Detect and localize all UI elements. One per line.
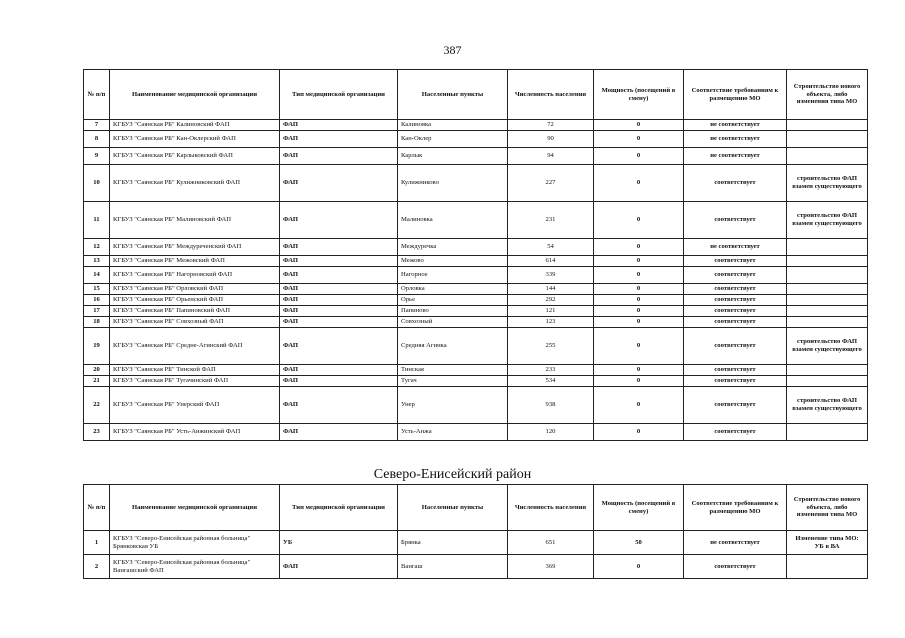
organization-type: ФАП — [280, 165, 398, 202]
construction-note — [787, 555, 868, 579]
capacity: 50 — [594, 531, 684, 555]
organization-name: КГБУЗ "Саянская РБ" Нагорновский ФАП — [110, 267, 280, 284]
row-number: 23 — [84, 424, 110, 441]
settlement: Усть-Анжа — [398, 424, 508, 441]
requirements-status: соответствует — [684, 267, 787, 284]
organization-type: ФАП — [280, 317, 398, 328]
table-row — [84, 239, 868, 256]
population: 94 — [508, 148, 594, 165]
construction-note — [787, 148, 868, 165]
organization-name: КГБУЗ "Северо-Енисейская районная больница" Брянковская УБ — [110, 531, 280, 555]
header-type: Тип медицинской организации — [280, 70, 398, 120]
construction-note — [787, 295, 868, 306]
row-number: 12 — [84, 239, 110, 256]
requirements-status: соответствует — [684, 295, 787, 306]
table-row — [84, 284, 868, 295]
requirements-status: не соответствует — [684, 131, 787, 148]
requirements-status: не соответствует — [684, 239, 787, 256]
table-row — [84, 131, 868, 148]
settlement: Калиновка — [398, 120, 508, 131]
settlement: Совхозный — [398, 317, 508, 328]
row-number: 1 — [84, 531, 110, 555]
capacity: 0 — [594, 387, 684, 424]
organization-type: ФАП — [280, 306, 398, 317]
row-number: 7 — [84, 120, 110, 131]
population: 938 — [508, 387, 594, 424]
population: 123 — [508, 317, 594, 328]
organization-name: КГБУЗ "Саянская РБ" Средне-Агинский ФАП — [110, 328, 280, 365]
settlement: Малиновка — [398, 202, 508, 239]
capacity: 0 — [594, 328, 684, 365]
row-number: 2 — [84, 555, 110, 579]
row-number: 20 — [84, 365, 110, 376]
header-requirements: Соответствие требованиям к размещению МО — [684, 485, 787, 531]
population: 121 — [508, 306, 594, 317]
construction-note — [787, 424, 868, 441]
population: 292 — [508, 295, 594, 306]
header-number: № п/п — [84, 485, 110, 531]
table-row — [84, 267, 868, 284]
organization-name: КГБУЗ "Саянская РБ" Малиновский ФАП — [110, 202, 280, 239]
requirements-status: соответствует — [684, 328, 787, 365]
table-row — [84, 202, 868, 239]
construction-note — [787, 317, 868, 328]
settlement: Междуречка — [398, 239, 508, 256]
table-header-row — [84, 485, 868, 531]
capacity: 0 — [594, 131, 684, 148]
capacity: 0 — [594, 165, 684, 202]
table-row — [84, 165, 868, 202]
row-number: 17 — [84, 306, 110, 317]
header-settlements: Населенные пункты — [398, 485, 508, 531]
organization-name: КГБУЗ "Саянская РБ" Тинской ФАП — [110, 365, 280, 376]
organization-type: ФАП — [280, 131, 398, 148]
section-title: Северо-Енисейский район — [373, 467, 532, 482]
organization-type: ФАП — [280, 365, 398, 376]
construction-note: строительство ФАП взамен существующего — [787, 328, 868, 365]
organization-name: КГБУЗ "Саянская РБ" Совхозный ФАП — [110, 317, 280, 328]
table-body — [84, 120, 868, 441]
settlement: Вангаш — [398, 555, 508, 579]
organization-type: ФАП — [280, 387, 398, 424]
construction-note — [787, 306, 868, 317]
capacity: 0 — [594, 239, 684, 256]
header-settlements: Населенные пункты — [398, 70, 508, 120]
requirements-status: соответствует — [684, 256, 787, 267]
construction-note — [787, 365, 868, 376]
facilities-table-sayansky — [83, 69, 868, 441]
population: 231 — [508, 202, 594, 239]
construction-note: Изменение типа МО: УБ в ВА — [787, 531, 868, 555]
header-capacity: Мощность (посещений в смену) — [594, 70, 684, 120]
capacity: 0 — [594, 555, 684, 579]
requirements-status: соответствует — [684, 306, 787, 317]
population: 651 — [508, 531, 594, 555]
requirements-status: соответствует — [684, 317, 787, 328]
row-number: 22 — [84, 387, 110, 424]
table-row — [84, 365, 868, 376]
requirements-status: соответствует — [684, 165, 787, 202]
organization-name: КГБУЗ "Саянская РБ" Кан-Оклерский ФАП — [110, 131, 280, 148]
capacity: 0 — [594, 120, 684, 131]
row-number: 18 — [84, 317, 110, 328]
table-row — [84, 424, 868, 441]
header-construction: Строительство нового объекта, либо изменения типа МО — [787, 70, 868, 120]
population: 72 — [508, 120, 594, 131]
population: 534 — [508, 376, 594, 387]
table-row — [84, 120, 868, 131]
header-number: № п/п — [84, 70, 110, 120]
row-number: 14 — [84, 267, 110, 284]
settlement: Тинская — [398, 365, 508, 376]
organization-name: КГБУЗ "Северо-Енисейская районная больница" Вангашский ФАП — [110, 555, 280, 579]
row-number: 9 — [84, 148, 110, 165]
organization-type: УБ — [280, 531, 398, 555]
row-number: 19 — [84, 328, 110, 365]
requirements-status: соответствует — [684, 284, 787, 295]
header-requirements: Соответствие требованиям к размещению МО — [684, 70, 787, 120]
organization-name: КГБУЗ "Саянская РБ" Калиновский ФАП — [110, 120, 280, 131]
table-row — [84, 148, 868, 165]
construction-note: строительство ФАП взамен существующего — [787, 165, 868, 202]
organization-type: ФАП — [280, 284, 398, 295]
settlement: Нагорное — [398, 267, 508, 284]
capacity: 0 — [594, 284, 684, 295]
row-number: 21 — [84, 376, 110, 387]
header-construction: Строительство нового объекта, либо изменения типа МО — [787, 485, 868, 531]
population: 90 — [508, 131, 594, 148]
row-number: 15 — [84, 284, 110, 295]
capacity: 0 — [594, 267, 684, 284]
population: 233 — [508, 365, 594, 376]
organization-name: КГБУЗ "Саянская РБ" Кулижниковский ФАП — [110, 165, 280, 202]
settlement: Межово — [398, 256, 508, 267]
table-row — [84, 328, 868, 365]
construction-note — [787, 120, 868, 131]
row-number: 11 — [84, 202, 110, 239]
requirements-status: соответствует — [684, 202, 787, 239]
requirements-status: соответствует — [684, 365, 787, 376]
organization-type: ФАП — [280, 295, 398, 306]
requirements-status: не соответствует — [684, 148, 787, 165]
requirements-status: соответствует — [684, 387, 787, 424]
population: 120 — [508, 424, 594, 441]
organization-type: ФАП — [280, 555, 398, 579]
header-capacity: Мощность (посещений в смену) — [594, 485, 684, 531]
organization-type: ФАП — [280, 376, 398, 387]
settlement: Орловка — [398, 284, 508, 295]
organization-name: КГБУЗ "Саянская РБ" Папиновский ФАП — [110, 306, 280, 317]
table-header-row — [84, 70, 868, 120]
organization-type: ФАП — [280, 202, 398, 239]
population: 339 — [508, 267, 594, 284]
construction-note — [787, 376, 868, 387]
settlement: Карлык — [398, 148, 508, 165]
organization-type: ФАП — [280, 239, 398, 256]
table-row — [84, 256, 868, 267]
header-organization: Наименование медицинской организации — [110, 485, 280, 531]
table-row — [84, 531, 868, 555]
row-number: 16 — [84, 295, 110, 306]
capacity: 0 — [594, 376, 684, 387]
capacity: 0 — [594, 202, 684, 239]
organization-name: КГБУЗ "Саянская РБ" Межовский ФАП — [110, 256, 280, 267]
construction-note — [787, 267, 868, 284]
requirements-status: соответствует — [684, 555, 787, 579]
row-number: 8 — [84, 131, 110, 148]
population: 54 — [508, 239, 594, 256]
organization-name: КГБУЗ "Саянская РБ" Унерский ФАП — [110, 387, 280, 424]
population: 144 — [508, 284, 594, 295]
page-number: 387 — [443, 43, 462, 57]
requirements-status: не соответствует — [684, 120, 787, 131]
organization-type: ФАП — [280, 424, 398, 441]
population: 614 — [508, 256, 594, 267]
organization-name: КГБУЗ "Саянская РБ" Орьенский ФАП — [110, 295, 280, 306]
construction-note — [787, 239, 868, 256]
table-body — [84, 531, 868, 579]
header-type: Тип медицинской организации — [280, 485, 398, 531]
facilities-table-severo-eniseysky — [83, 484, 868, 579]
table-row — [84, 376, 868, 387]
table-row — [84, 295, 868, 306]
row-number: 10 — [84, 165, 110, 202]
table-row — [84, 387, 868, 424]
table-row — [84, 317, 868, 328]
settlement: Орье — [398, 295, 508, 306]
construction-note: строительство ФАП взамен существующего — [787, 202, 868, 239]
organization-type: ФАП — [280, 120, 398, 131]
organization-name: КГБУЗ "Саянская РБ" Усть-Анжинский ФАП — [110, 424, 280, 441]
settlement: Папиново — [398, 306, 508, 317]
header-population: Численность населения — [508, 485, 594, 531]
table-row — [84, 306, 868, 317]
organization-type: ФАП — [280, 328, 398, 365]
settlement: Брянка — [398, 531, 508, 555]
organization-name: КГБУЗ "Саянская РБ" Орловский ФАП — [110, 284, 280, 295]
header-population: Численность населения — [508, 70, 594, 120]
header-organization: Наименование медицинской организации — [110, 70, 280, 120]
construction-note: строительство ФАП взамен существующего — [787, 387, 868, 424]
organization-name: КГБУЗ "Саянская РБ" Тугачинский ФАП — [110, 376, 280, 387]
construction-note — [787, 131, 868, 148]
organization-name: КГБУЗ "Саянская РБ" Карлыковский ФАП — [110, 148, 280, 165]
settlement: Средняя Агинка — [398, 328, 508, 365]
table-row — [84, 555, 868, 579]
construction-note — [787, 284, 868, 295]
capacity: 0 — [594, 306, 684, 317]
capacity: 0 — [594, 256, 684, 267]
capacity: 0 — [594, 148, 684, 165]
capacity: 0 — [594, 424, 684, 441]
requirements-status: соответствует — [684, 424, 787, 441]
settlement: Тугач — [398, 376, 508, 387]
requirements-status: соответствует — [684, 376, 787, 387]
settlement: Унер — [398, 387, 508, 424]
capacity: 0 — [594, 295, 684, 306]
organization-type: ФАП — [280, 256, 398, 267]
organization-name: КГБУЗ "Саянская РБ" Междуреченский ФАП — [110, 239, 280, 256]
capacity: 0 — [594, 365, 684, 376]
organization-type: ФАП — [280, 148, 398, 165]
organization-type: ФАП — [280, 267, 398, 284]
construction-note — [787, 256, 868, 267]
capacity: 0 — [594, 317, 684, 328]
settlement: Кулижниково — [398, 165, 508, 202]
row-number: 13 — [84, 256, 110, 267]
settlement: Кан-Оклер — [398, 131, 508, 148]
population: 227 — [508, 165, 594, 202]
population: 255 — [508, 328, 594, 365]
requirements-status: не соответствует — [684, 531, 787, 555]
population: 369 — [508, 555, 594, 579]
